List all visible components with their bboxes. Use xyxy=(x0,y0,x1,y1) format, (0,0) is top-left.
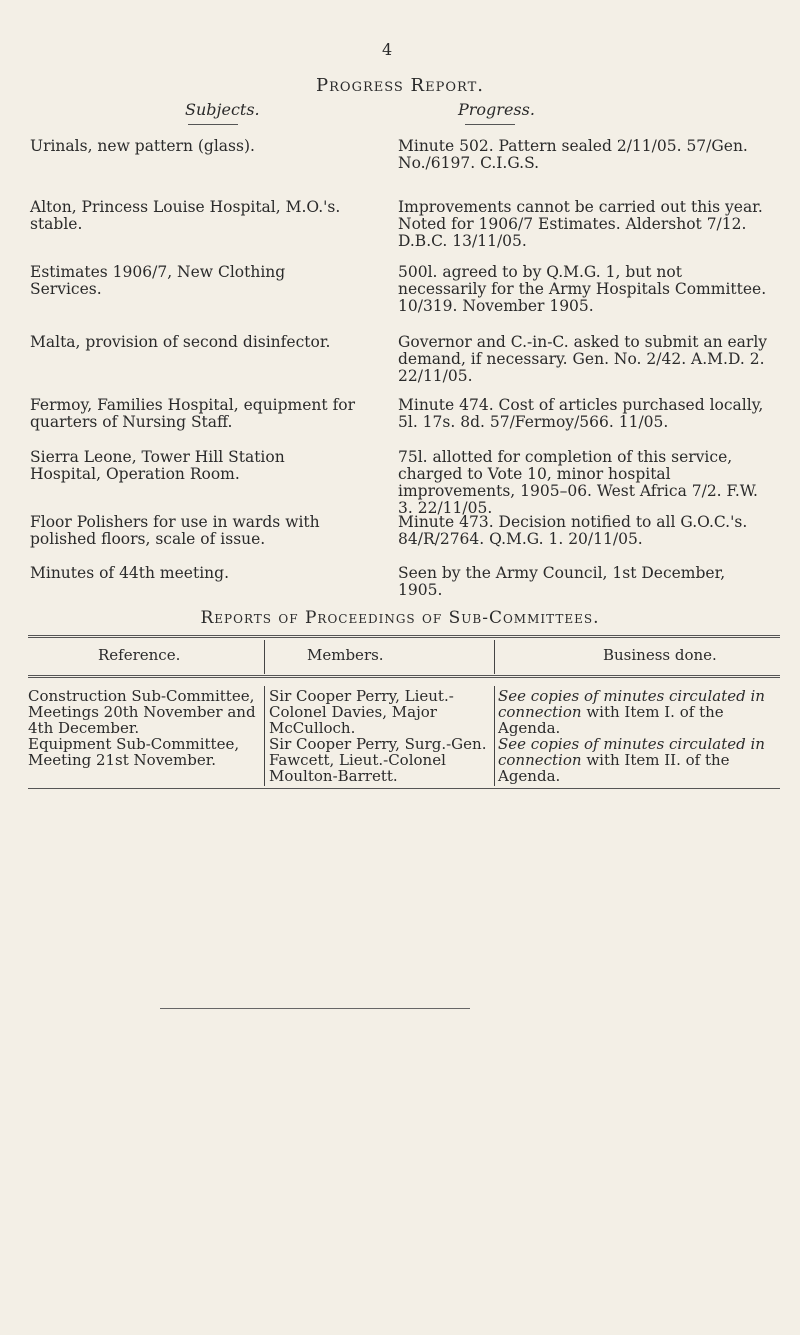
members-column-header: Members. xyxy=(307,646,384,664)
column-divider xyxy=(494,686,495,786)
business-italic-text: See copies of minutes circulated in connection xyxy=(498,735,765,769)
table-top-rule xyxy=(28,635,780,636)
business-text: with Item II. of the Agenda. xyxy=(498,751,730,785)
subject-item: Sierra Leone, Tower Hill Station Hospital, Operation Room. xyxy=(30,448,285,483)
progress-heading-rule xyxy=(465,124,515,125)
page-title: Progress Report. xyxy=(316,75,484,96)
page-end-rule xyxy=(160,1008,470,1009)
reference-cell: Construction Sub-Committee, Meetings 20th November and 4th December. xyxy=(28,687,256,737)
progress-item: Improvements cannot be carried out this year. Noted for 1906/7 Estimates. Aldershot 7/12. D.B.C. 13/11/05. xyxy=(398,198,763,250)
members-cell: Sir Cooper Perry, Surg.-Gen. Fawcett, Lieut.-Colonel Moulton-Barrett. xyxy=(269,735,487,785)
reference-cell: Equipment Sub-Committee, Meeting 21st November. xyxy=(28,735,240,769)
header-bottom-rule xyxy=(28,677,780,678)
subject-item: Fermoy, Families Hospital, equipment for quarters of Nursing Staff. xyxy=(30,396,356,431)
progress-column-heading: Progress. xyxy=(458,100,535,119)
business-text: with Item I. of the Agenda. xyxy=(498,703,724,737)
progress-item: Minute 473. Decision notified to all G.O.C.'s. 84/R/2764. Q.M.G. 1. 20/11/05. xyxy=(398,513,748,548)
progress-item: 500l. agreed to by Q.M.G. 1, but not necessarily for the Army Hospitals Committee. 10/319. November 1905. xyxy=(398,263,767,315)
header-bottom-rule xyxy=(28,675,780,676)
subject-item: Alton, Princess Louise Hospital, M.O.'s. stable. xyxy=(30,198,341,233)
business-cell xyxy=(498,688,780,736)
subject-item: Floor Polishers for use in wards with polished floors, scale of issue. xyxy=(30,513,320,548)
progress-item: Minute 474. Cost of articles purchased locally, 5l. 17s. 8d. 57/Fermoy/566. 11/05. xyxy=(398,396,764,431)
column-divider xyxy=(264,640,265,674)
table-bottom-rule xyxy=(28,788,780,789)
subjects-column-heading: Subjects. xyxy=(185,100,260,119)
column-divider xyxy=(494,640,495,674)
progress-item: Minute 502. Pattern sealed 2/11/05. 57/Gen. No./6197. C.I.G.S. xyxy=(398,137,748,172)
table-top-rule xyxy=(28,637,780,638)
business-column-header: Business done. xyxy=(603,646,717,664)
progress-item: Seen by the Army Council, 1st December, 1905. xyxy=(398,564,726,599)
subject-item: Minutes of 44th meeting. xyxy=(30,564,229,582)
progress-item: 75l. allotted for completion of this service, charged to Vote 10, minor hospital improvements, 1905–06. West Africa 7/2. F.W. 3. 22/11/05. xyxy=(398,448,758,517)
subjects-heading-rule xyxy=(188,124,238,125)
business-cell xyxy=(498,736,780,784)
reports-section-title: Reports of Proceedings of Sub-Committees. xyxy=(200,608,600,628)
business-italic-text: See copies of minutes circulated in connection xyxy=(498,687,765,721)
subject-item: Urinals, new pattern (glass). xyxy=(30,137,255,155)
subject-item: Malta, provision of second disinfector. xyxy=(30,333,331,351)
subject-item: Estimates 1906/7, New Clothing Services. xyxy=(30,263,286,298)
members-cell: Sir Cooper Perry, Lieut.-Colonel Davies, Major McCulloch. xyxy=(269,687,454,737)
page-number: 4 xyxy=(382,40,393,59)
column-divider xyxy=(264,686,265,786)
progress-item: Governor and C.-in-C. asked to submit an early demand, if necessary. Gen. No. 2/42. A.M.D. 2. 22/11/05. xyxy=(398,333,768,385)
reference-column-header: Reference. xyxy=(98,646,181,664)
reports-table xyxy=(28,632,780,790)
